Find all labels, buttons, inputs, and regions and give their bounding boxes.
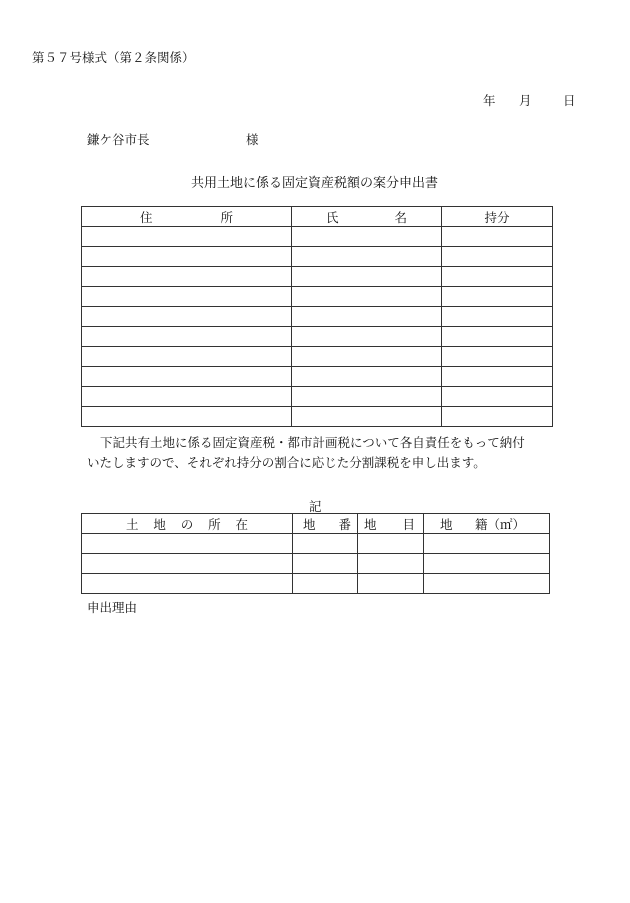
owner-row-cell[interactable] bbox=[292, 307, 442, 327]
owner-row-cell[interactable] bbox=[292, 247, 442, 267]
owner-row-cell[interactable] bbox=[292, 367, 442, 387]
owner-row-cell[interactable] bbox=[292, 327, 442, 347]
owner-row-cell[interactable] bbox=[292, 227, 442, 247]
owners-table-header bbox=[82, 207, 553, 227]
owner-row-cell[interactable] bbox=[82, 407, 292, 427]
header-address-1: 住 bbox=[140, 209, 153, 225]
header-lot-number-1: 地 bbox=[303, 516, 316, 532]
header-location bbox=[82, 514, 293, 534]
header-land-category-1: 地 bbox=[364, 516, 377, 532]
land-row-cell[interactable] bbox=[293, 574, 358, 594]
owner-row-cell[interactable] bbox=[82, 327, 292, 347]
header-location-2: 地 bbox=[153, 516, 166, 532]
owner-row bbox=[82, 247, 553, 267]
owner-row-cell[interactable] bbox=[82, 267, 292, 287]
header-lot-number bbox=[293, 514, 358, 534]
header-address-2: 所 bbox=[220, 209, 233, 225]
owner-row-cell[interactable] bbox=[82, 307, 292, 327]
date-month: 月 bbox=[519, 93, 532, 108]
land-row-cell[interactable] bbox=[293, 534, 358, 554]
land-row-cell[interactable] bbox=[358, 534, 424, 554]
date-year: 年 bbox=[483, 93, 496, 108]
owner-row-cell[interactable] bbox=[442, 307, 553, 327]
land-row bbox=[82, 554, 550, 574]
land-row-cell[interactable] bbox=[82, 574, 293, 594]
owner-row-cell[interactable] bbox=[442, 247, 553, 267]
owners-table bbox=[81, 206, 553, 427]
owner-row bbox=[82, 307, 553, 327]
header-name-1: 氏 bbox=[326, 209, 339, 225]
owner-row-cell[interactable] bbox=[292, 287, 442, 307]
owner-row-cell[interactable] bbox=[292, 387, 442, 407]
owner-row-cell[interactable] bbox=[442, 227, 553, 247]
owner-row-cell[interactable] bbox=[82, 227, 292, 247]
date-line bbox=[483, 91, 576, 109]
land-row-cell[interactable] bbox=[358, 554, 424, 574]
owner-row-cell[interactable] bbox=[442, 387, 553, 407]
header-name bbox=[292, 207, 442, 227]
header-name-2: 名 bbox=[394, 209, 407, 225]
addressee-name: 鎌ケ谷市長 bbox=[87, 132, 150, 147]
header-location-3: の bbox=[180, 516, 194, 532]
land-row-cell[interactable] bbox=[358, 574, 424, 594]
owner-row-cell[interactable] bbox=[442, 267, 553, 287]
header-address bbox=[82, 207, 292, 227]
land-row-cell[interactable] bbox=[293, 554, 358, 574]
header-land-category bbox=[358, 514, 424, 534]
owner-row-cell[interactable] bbox=[82, 287, 292, 307]
land-row-cell[interactable] bbox=[82, 534, 293, 554]
header-area-1: 地 bbox=[440, 516, 453, 532]
statement bbox=[87, 433, 557, 473]
owner-row-cell[interactable] bbox=[442, 327, 553, 347]
owner-row-cell[interactable] bbox=[82, 387, 292, 407]
land-row-cell[interactable] bbox=[424, 574, 550, 594]
header-lot-number-2: 番 bbox=[338, 516, 351, 532]
land-row-cell[interactable] bbox=[424, 534, 550, 554]
reason-label: 申出理由 bbox=[87, 600, 138, 615]
owner-row-cell[interactable] bbox=[82, 367, 292, 387]
owner-row-cell[interactable] bbox=[442, 347, 553, 367]
owner-row-cell[interactable] bbox=[442, 287, 553, 307]
header-area bbox=[424, 514, 550, 534]
land-row bbox=[82, 534, 550, 554]
header-area-2: 籍（㎡） bbox=[474, 516, 525, 532]
header-location-1: 土 bbox=[126, 516, 139, 532]
owner-row bbox=[82, 347, 553, 367]
owner-row-cell[interactable] bbox=[82, 247, 292, 267]
addressee-honorific: 様 bbox=[246, 132, 259, 147]
land-row-cell[interactable] bbox=[82, 554, 293, 574]
owner-row-cell[interactable] bbox=[82, 347, 292, 367]
land-row bbox=[82, 574, 550, 594]
owner-row bbox=[82, 267, 553, 287]
statement-line-1: 下記共有土地に係る固定資産税・都市計画税について各自責任をもって納付 bbox=[100, 435, 525, 450]
header-location-4: 所 bbox=[208, 516, 221, 532]
statement-line-2: いたしますので、それぞれ持分の割合に応じた分割課税を申し出ます。 bbox=[87, 455, 486, 470]
owner-row bbox=[82, 367, 553, 387]
form-number: 第５７号様式（第２条関係） bbox=[32, 50, 195, 65]
owner-row bbox=[82, 227, 553, 247]
land-table-header bbox=[82, 514, 550, 534]
header-share: 持分 bbox=[442, 207, 553, 227]
owner-row bbox=[82, 407, 553, 427]
owner-row bbox=[82, 287, 553, 307]
date-day: 日 bbox=[563, 93, 576, 108]
owner-row-cell[interactable] bbox=[292, 347, 442, 367]
owner-row-cell[interactable] bbox=[292, 267, 442, 287]
owner-row-cell[interactable] bbox=[292, 407, 442, 427]
header-location-5: 在 bbox=[235, 516, 248, 532]
owner-row bbox=[82, 327, 553, 347]
owner-row-cell[interactable] bbox=[442, 407, 553, 427]
header-land-category-2: 目 bbox=[402, 516, 415, 532]
land-table bbox=[81, 513, 550, 594]
ki-heading: 記 bbox=[309, 499, 322, 514]
land-row-cell[interactable] bbox=[424, 554, 550, 574]
owner-row bbox=[82, 387, 553, 407]
owner-row-cell[interactable] bbox=[442, 367, 553, 387]
document-title: 共用土地に係る固定資産税額の案分申出書 bbox=[191, 176, 439, 191]
